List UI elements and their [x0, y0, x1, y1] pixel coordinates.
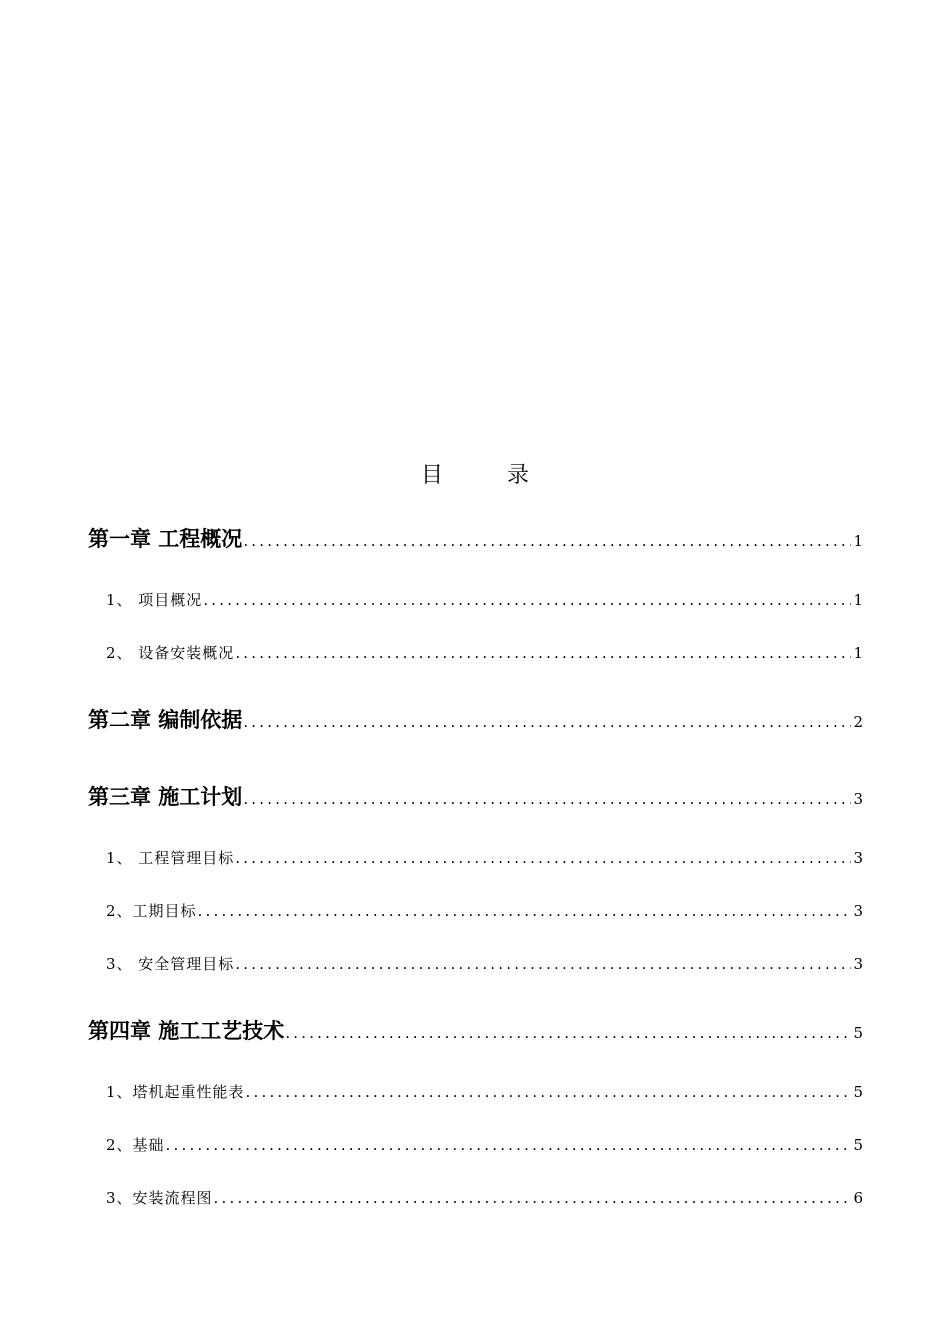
toc-leader-dots — [166, 1136, 852, 1154]
toc-entry-page: 5 — [853, 1083, 863, 1101]
toc-entry-label: 第二章 编制依据 — [88, 708, 243, 732]
toc-title — [0, 458, 950, 494]
toc-leader-dots — [243, 790, 851, 808]
toc-entry-section-3-3[interactable] — [106, 953, 863, 977]
toc-leader-dots — [285, 1024, 851, 1042]
toc-leader-dots — [243, 713, 851, 731]
toc-leader-dots — [214, 1189, 852, 1207]
toc-entry-chapter-1[interactable] — [88, 523, 863, 555]
toc-entry-label: 第一章 工程概况 — [88, 527, 243, 551]
toc-entry-page: 3 — [853, 849, 863, 867]
toc-entry-label: 1、 工程管理目标 — [106, 849, 235, 867]
toc-leader-dots — [243, 532, 851, 550]
toc-entry-chapter-2[interactable] — [88, 704, 863, 736]
toc-entry-label: 1、塔机起重性能表 — [106, 1083, 245, 1101]
toc-entry-page: 2 — [853, 713, 863, 731]
toc-leader-dots — [235, 644, 851, 662]
toc-entry-page: 1 — [853, 591, 863, 609]
toc-entry-label: 第四章 施工工艺技术 — [88, 1019, 285, 1043]
toc-leader-dots — [235, 955, 851, 973]
toc-entry-section-3-1[interactable] — [106, 847, 863, 871]
toc-entry-page: 5 — [853, 1136, 863, 1154]
toc-entry-label: 2、工期目标 — [106, 902, 197, 920]
toc-entry-label: 1、 项目概况 — [106, 591, 203, 609]
toc-title-right: 录 — [507, 463, 530, 488]
toc-entry-label: 第三章 施工计划 — [88, 785, 243, 809]
toc-leader-dots — [198, 902, 852, 920]
toc-entry-page: 3 — [853, 955, 863, 973]
toc-entry-section-4-2[interactable] — [106, 1134, 863, 1158]
toc-entry-label: 2、基础 — [106, 1136, 165, 1154]
toc-entry-page: 6 — [853, 1189, 863, 1207]
toc-entry-section-1-2[interactable] — [106, 642, 863, 666]
toc-entry-section-4-3[interactable] — [106, 1187, 863, 1211]
toc-entry-page: 5 — [853, 1024, 863, 1042]
toc-entry-chapter-4[interactable] — [88, 1015, 863, 1047]
toc-entry-chapter-3[interactable] — [88, 781, 863, 813]
toc-title-left: 目 — [420, 463, 443, 488]
toc-leader-dots — [246, 1083, 852, 1101]
toc-entry-page: 1 — [853, 644, 863, 662]
toc-leader-dots — [235, 849, 851, 867]
toc-entry-label: 3、安装流程图 — [106, 1189, 213, 1207]
toc-entry-section-1-1[interactable] — [106, 589, 863, 613]
toc-entry-section-3-2[interactable] — [106, 900, 863, 924]
toc-entry-page: 3 — [853, 790, 863, 808]
toc-entry-label: 2、 设备安装概况 — [106, 644, 235, 662]
toc-entry-section-4-1[interactable] — [106, 1081, 863, 1105]
toc-entry-label: 3、 安全管理目标 — [106, 955, 235, 973]
toc-entry-page: 1 — [853, 532, 863, 550]
toc-entry-page: 3 — [853, 902, 863, 920]
toc-leader-dots — [203, 591, 851, 609]
